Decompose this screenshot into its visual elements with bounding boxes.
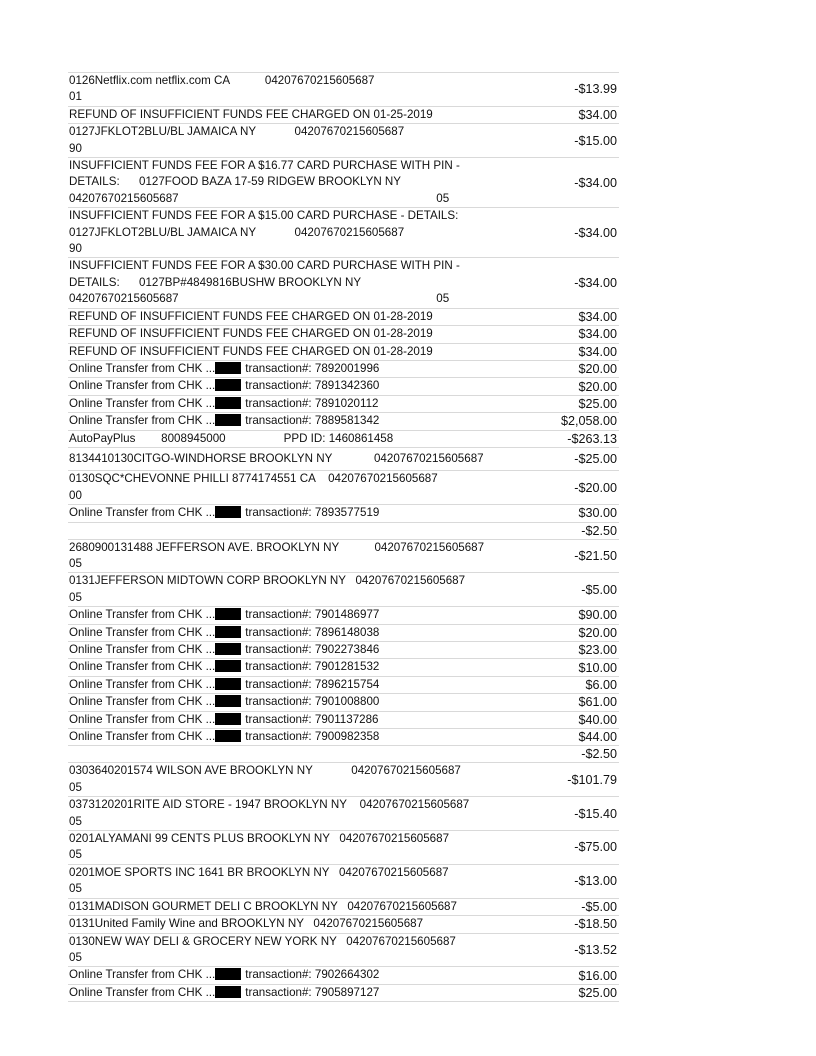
description-line: 0127JFKLOT2BLU/BL JAMAICA NY 04207670215605687 <box>69 125 405 139</box>
transfer-prefix: Online Transfer from CHK ... <box>69 677 216 691</box>
redacted-account-number <box>215 506 241 518</box>
transfer-transaction-id: transaction#: 7902273846 <box>245 643 380 656</box>
table-row <box>68 157 619 207</box>
transaction-amount: $40.00 <box>578 712 617 727</box>
table-row <box>68 395 619 412</box>
description-line: DETAILS: 0127BP#4849816BUSHW BROOKLYN NY <box>69 275 362 289</box>
transaction-amount: $61.00 <box>578 695 617 710</box>
transaction-description <box>68 916 539 932</box>
transaction-description <box>68 326 539 342</box>
description-line: INSUFFICIENT FUNDS FEE FOR A $30.00 CARD PURCHASE WITH PIN - <box>69 259 460 273</box>
transaction-description <box>68 573 539 606</box>
description-line: 0303640201574 WILSON AVE BROOKLYN NY 04207670215605687 <box>69 764 461 778</box>
description-line <box>69 746 539 762</box>
transaction-amount: -$101.79 <box>567 772 617 787</box>
table-row <box>68 72 619 106</box>
transfer-prefix: Online Transfer from CHK ... <box>69 712 216 726</box>
transaction-description <box>68 124 539 157</box>
redacted-account-number <box>215 379 241 391</box>
transfer-transaction-id: transaction#: 7901137286 <box>245 712 379 726</box>
description-line: 0127JFKLOT2BLU/BL JAMAICA NY 04207670215605687 <box>69 225 405 239</box>
table-row <box>68 898 619 915</box>
transaction-description <box>68 712 539 728</box>
transaction-description <box>68 344 539 360</box>
transfer-prefix: Online Transfer from CHK ... <box>69 608 216 622</box>
description-line: 05 <box>69 814 82 828</box>
transaction-description <box>68 208 539 257</box>
transfer-prefix: Online Transfer from CHK ... <box>69 985 216 999</box>
transfer-transaction-id: transaction#: 7891020112 <box>245 396 379 410</box>
transaction-amount: -$34.00 <box>574 175 617 190</box>
description-line: 05 <box>69 882 82 896</box>
transaction-amount: $10.00 <box>578 660 617 675</box>
transaction-amount: -$5.00 <box>581 899 617 914</box>
description-line: 0201ALYAMANI 99 CENTS PLUS BROOKLYN NY 04207670215605687 <box>69 832 450 846</box>
transaction-description <box>68 763 539 796</box>
transfer-prefix: Online Transfer from CHK ... <box>69 625 216 639</box>
table-row <box>68 447 619 470</box>
transaction-description <box>68 967 539 983</box>
transaction-amount: $34.00 <box>578 327 617 342</box>
transfer-transaction-id: transaction#: 7902664302 <box>245 968 380 982</box>
table-row <box>68 606 619 623</box>
transaction-description <box>68 107 539 123</box>
transaction-amount: $23.00 <box>578 643 617 658</box>
redacted-account-number <box>215 362 241 374</box>
table-row <box>68 641 619 658</box>
transfer-transaction-id: transaction#: 7892001996 <box>245 361 380 375</box>
transfer-transaction-id: transaction#: 7900982358 <box>245 730 380 744</box>
transfer-prefix: Online Transfer from CHK ... <box>69 660 216 674</box>
redacted-account-number <box>215 643 241 655</box>
description-line: 0130SQC*CHEVONNE PHILLI 8774174551 CA 04207670215605687 <box>69 472 438 486</box>
table-row <box>68 762 619 796</box>
table-row <box>68 915 619 932</box>
transaction-description <box>68 523 539 539</box>
transaction-description <box>68 258 539 307</box>
table-row <box>68 377 619 394</box>
redacted-account-number <box>215 414 241 426</box>
transaction-table <box>68 72 619 1002</box>
transfer-transaction-id: transaction#: 7891342360 <box>245 379 380 393</box>
transfer-prefix: Online Transfer from CHK ... <box>69 730 216 744</box>
transaction-description <box>68 607 539 623</box>
transaction-description <box>68 413 539 429</box>
description-line: 04207670215605687 05 <box>69 292 450 306</box>
transfer-transaction-id: transaction#: 7901008800 <box>245 695 380 709</box>
transfer-transaction-id: transaction#: 7901281532 <box>245 660 380 674</box>
redacted-account-number <box>215 608 241 620</box>
transfer-prefix: Online Transfer from CHK ... <box>69 968 216 982</box>
transaction-description <box>68 451 539 467</box>
redacted-account-number <box>215 626 241 638</box>
transaction-amount: $30.00 <box>578 506 617 521</box>
description-line <box>69 523 539 539</box>
transfer-transaction-id: transaction#: 7905897127 <box>245 985 380 999</box>
transaction-description <box>68 309 539 325</box>
transfer-transaction-id: transaction#: 7896148038 <box>245 625 380 639</box>
transfer-prefix: Online Transfer from CHK ... <box>69 414 216 428</box>
table-row <box>68 123 619 157</box>
transaction-amount: -$15.40 <box>574 806 617 821</box>
table-row <box>68 470 619 504</box>
transaction-amount: -$13.52 <box>574 942 617 957</box>
redacted-account-number <box>215 986 241 998</box>
table-row <box>68 343 619 360</box>
transaction-description <box>68 625 539 641</box>
table-row <box>68 522 619 539</box>
redacted-account-number <box>215 678 241 690</box>
transaction-description <box>68 396 539 412</box>
table-row <box>68 572 619 606</box>
transfer-prefix: Online Transfer from CHK ... <box>69 506 216 520</box>
transaction-amount: $44.00 <box>578 730 617 745</box>
table-row <box>68 984 619 1002</box>
transaction-description <box>68 378 539 394</box>
transaction-amount: -$2.50 <box>581 523 617 538</box>
description-line: 0131MADISON GOURMET DELI C BROOKLYN NY 04207670215605687 <box>69 899 457 913</box>
description-line: AutoPayPlus 8008945000 PPD ID: 1460861458 <box>69 431 394 445</box>
table-row <box>68 711 619 728</box>
transaction-amount: -$25.00 <box>574 452 617 467</box>
table-row <box>68 864 619 898</box>
transaction-amount: $6.00 <box>585 678 617 693</box>
transaction-amount: -$34.00 <box>574 276 617 291</box>
description-line: REFUND OF INSUFFICIENT FUNDS FEE CHARGED ON 01-28-2019 <box>69 344 433 358</box>
transaction-description <box>68 642 539 658</box>
redacted-account-number <box>215 730 241 742</box>
transaction-amount: -$13.00 <box>574 874 617 889</box>
transaction-description <box>68 729 539 745</box>
transaction-description <box>68 831 539 864</box>
transaction-amount: -$34.00 <box>574 225 617 240</box>
table-row <box>68 796 619 830</box>
transaction-amount: -$75.00 <box>574 840 617 855</box>
table-row <box>68 504 619 521</box>
transaction-amount: -$20.00 <box>574 480 617 495</box>
description-line: 2680900131488 JEFFERSON AVE. BROOKLYN NY 04207670215605687 <box>69 540 485 554</box>
table-row <box>68 745 619 762</box>
description-line: 0131JEFFERSON MIDTOWN CORP BROOKLYN NY 04207670215605687 <box>69 574 466 588</box>
transfer-prefix: Online Transfer from CHK ... <box>69 695 216 709</box>
transaction-description <box>68 540 539 573</box>
transaction-description <box>68 471 539 504</box>
transaction-description <box>68 73 539 106</box>
description-line: 90 <box>69 141 82 155</box>
transaction-description <box>68 934 539 967</box>
description-line: 05 <box>69 950 82 964</box>
description-line: REFUND OF INSUFFICIENT FUNDS FEE CHARGED ON 01-28-2019 <box>69 309 433 323</box>
table-row <box>68 257 619 307</box>
redacted-account-number <box>215 397 241 409</box>
transaction-description <box>68 158 539 207</box>
transaction-amount: -$5.00 <box>581 582 617 597</box>
transaction-description <box>68 797 539 830</box>
transaction-amount: $20.00 <box>578 362 617 377</box>
transaction-description <box>68 985 539 1001</box>
description-line: INSUFFICIENT FUNDS FEE FOR A $16.77 CARD PURCHASE WITH PIN - <box>69 159 460 173</box>
description-line: 0373120201RITE AID STORE - 1947 BROOKLYN NY 04207670215605687 <box>69 798 470 812</box>
transfer-prefix: Online Transfer from CHK ... <box>69 379 216 393</box>
transaction-amount: -$263.13 <box>567 431 617 446</box>
transaction-amount: -$21.50 <box>574 548 617 563</box>
description-line: 0131United Family Wine and BROOKLYN NY 04207670215605687 <box>69 917 424 931</box>
description-line: 00 <box>69 488 82 502</box>
transaction-amount: $34.00 <box>578 108 617 123</box>
transaction-amount: $2,058.00 <box>560 414 617 429</box>
description-line: 05 <box>69 556 82 570</box>
transaction-description <box>68 361 539 377</box>
transaction-amount: $25.00 <box>578 985 617 1000</box>
table-row <box>68 676 619 693</box>
description-line: 0130NEW WAY DELI & GROCERY NEW YORK NY 04207670215605687 <box>69 934 456 948</box>
transfer-prefix: Online Transfer from CHK ... <box>69 361 216 375</box>
redacted-account-number <box>215 695 241 707</box>
transaction-description <box>68 865 539 898</box>
transaction-amount: $34.00 <box>578 344 617 359</box>
transaction-description <box>68 505 539 521</box>
description-line: 0201MOE SPORTS INC 1641 BR BROOKLYN NY 04207670215605687 <box>69 865 449 879</box>
transfer-transaction-id: transaction#: 7896215754 <box>245 677 380 691</box>
transaction-amount: -$13.99 <box>574 82 617 97</box>
transaction-amount: $16.00 <box>578 968 617 983</box>
transaction-amount: $34.00 <box>578 309 617 324</box>
description-line: REFUND OF INSUFFICIENT FUNDS FEE CHARGED ON 01-28-2019 <box>69 327 433 341</box>
transaction-amount: $20.00 <box>578 625 617 640</box>
transaction-amount: -$15.00 <box>574 133 617 148</box>
transaction-description <box>68 431 539 447</box>
description-line: 04207670215605687 05 <box>69 191 450 205</box>
redacted-account-number <box>215 968 241 980</box>
description-line: 0126Netflix.com netflix.com CA 04207670215605687 <box>69 74 375 87</box>
table-row <box>68 693 619 710</box>
transaction-amount: -$18.50 <box>574 917 617 932</box>
transfer-prefix: Online Transfer from CHK ... <box>69 396 216 410</box>
description-line: 05 <box>69 780 82 794</box>
table-row <box>68 933 619 967</box>
description-line: INSUFFICIENT FUNDS FEE FOR A $15.00 CARD PURCHASE - DETAILS: <box>69 209 459 223</box>
description-line: 01 <box>69 90 82 104</box>
table-row <box>68 539 619 573</box>
transaction-description <box>68 677 539 693</box>
table-row <box>68 308 619 325</box>
table-row <box>68 966 619 983</box>
redacted-account-number <box>215 660 241 672</box>
transfer-transaction-id: transaction#: 7901486977 <box>245 608 380 622</box>
transaction-description <box>68 746 539 762</box>
transaction-description <box>68 694 539 710</box>
description-line: 05 <box>69 848 82 862</box>
table-row <box>68 207 619 257</box>
table-row <box>68 412 619 429</box>
transaction-amount: $90.00 <box>578 608 617 623</box>
description-line: 8134410130CITGO-WINDHORSE BROOKLYN NY 04207670215605687 <box>69 451 484 465</box>
description-line: 90 <box>69 242 82 256</box>
redacted-account-number <box>215 713 241 725</box>
transaction-description <box>68 899 539 915</box>
table-row <box>68 658 619 675</box>
table-row <box>68 728 619 745</box>
table-row <box>68 360 619 377</box>
description-line: 05 <box>69 590 82 604</box>
description-line: DETAILS: 0127FOOD BAZA 17-59 RIDGEW BROOKLYN NY <box>69 175 402 189</box>
transfer-transaction-id: transaction#: 7889581342 <box>245 414 380 428</box>
table-row <box>68 830 619 864</box>
description-line: REFUND OF INSUFFICIENT FUNDS FEE CHARGED ON 01-25-2019 <box>69 107 433 121</box>
table-row <box>68 106 619 123</box>
table-row <box>68 325 619 342</box>
transaction-description <box>68 659 539 675</box>
transaction-amount: -$2.50 <box>581 747 617 762</box>
table-row <box>68 430 619 447</box>
table-row <box>68 624 619 641</box>
transaction-amount: $20.00 <box>578 379 617 394</box>
transfer-prefix: Online Transfer from CHK ... <box>69 643 216 656</box>
transfer-transaction-id: transaction#: 7893577519 <box>245 506 380 520</box>
transaction-amount: $25.00 <box>578 396 617 411</box>
